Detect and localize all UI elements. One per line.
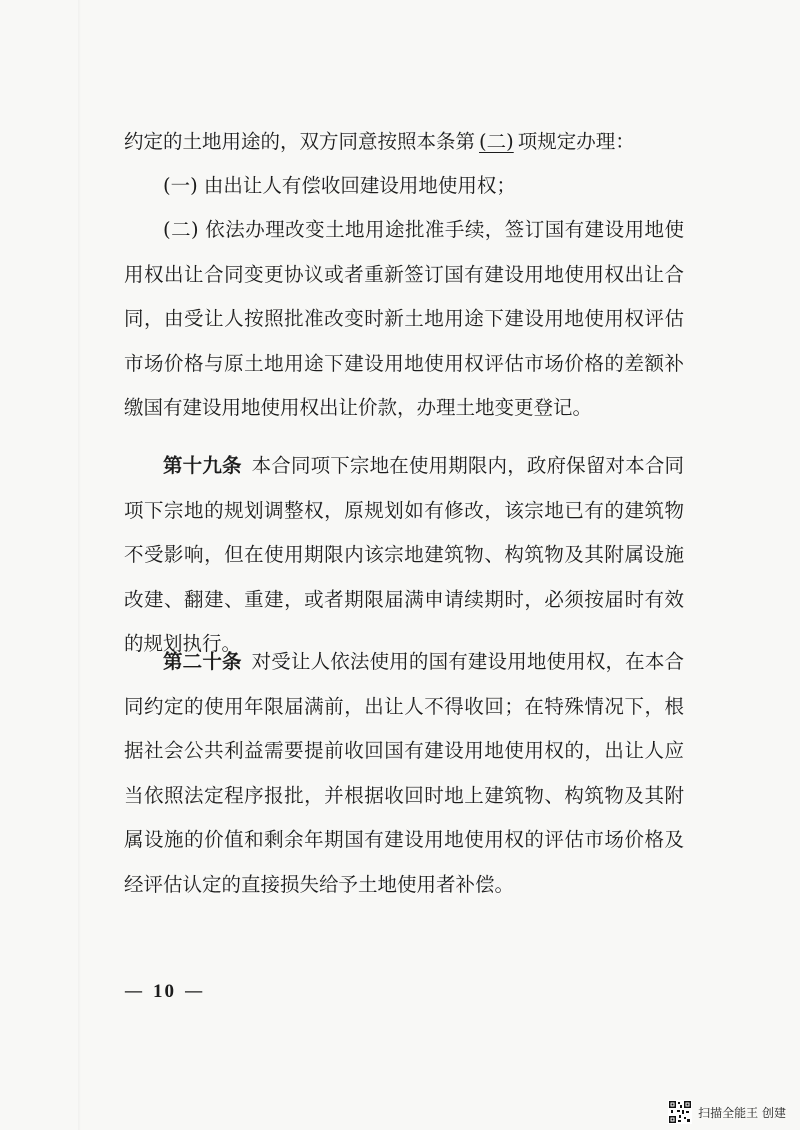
article-20: [124, 640, 684, 907]
paragraph-continuation-prefix: 约定的土地用途的，双方同意按照本条第: [124, 130, 476, 153]
paragraph-continuation-suffix: 项规定办理：: [517, 130, 635, 153]
selected-option: (二): [479, 130, 514, 153]
option-one: (一) 由出让人有偿收回建设用地使用权；: [163, 174, 516, 197]
page-number-value: 10: [153, 981, 177, 1002]
qr-code-icon: [668, 1100, 692, 1124]
paragraph-continuation: [124, 120, 684, 165]
watermark-text: 扫描全能王 创建: [698, 1105, 786, 1120]
article-20-heading: 第二十条: [163, 650, 242, 673]
scanner-watermark: [668, 1100, 786, 1124]
article-19: [124, 444, 684, 667]
article-19-heading: 第十九条: [163, 454, 242, 477]
option-two: (二) 依法办理改变土地用途批准手续，签订国有建设用地使用权出让合同变更协议或者重新签订国有建设用地使用权出让合同，由受让人按照批准改变时新土地用途下建设用地使用权评估市场价格与原土地用途下建设用地使用权评估市场价格的差额补缴国有建设用地使用权出让价款，办理土地变更登记。: [124, 218, 684, 419]
page-dash-right: —: [184, 980, 206, 1002]
article-19-text: 本合同项下宗地在使用期限内，政府保留对本合同项下宗地的规划调整权，原规划如有修改，该宗地已有的建筑物不受影响，但在使用期限内该宗地建筑物、构筑物及其附属设施改建、翻建、重建，或者期限届满申请续期时，必须按届时有效的规划执行。: [124, 454, 684, 655]
page-dash-left: —: [124, 980, 145, 1002]
page-number: [124, 980, 205, 1003]
scan-edge: [78, 0, 81, 1130]
article-20-text: 对受让人依法使用的国有建设用地使用权，在本合同约定的使用年限届满前，出让人不得收回；在特殊情况下，根据社会公共利益需要提前收回国有建设用地使用权的，出让人应当依照法定程序报批，并根据收回时地上建筑物、构筑物及其附属设施的价值和剩余年期国有建设用地使用权的评估市场价格及经评估认定的直接损失给予土地使用者补偿。: [124, 650, 684, 896]
